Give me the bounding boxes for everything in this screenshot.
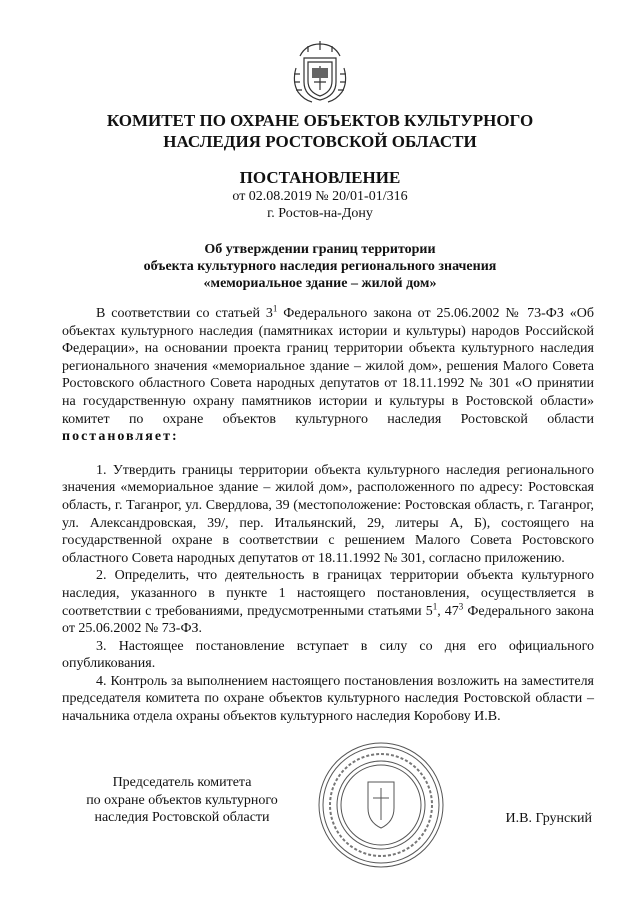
document-body [62, 305, 594, 726]
subject-line-1: Об утверждении границ территории [204, 242, 436, 257]
preamble-superscript: 1 [272, 303, 278, 314]
item-2-superscript-1: 1 [432, 600, 438, 611]
coat-of-arms-icon [286, 38, 354, 106]
decree-word: постановляет: [62, 429, 179, 445]
subject-line-2: объекта культурного наследия регионального значения [143, 259, 497, 274]
preamble-text-2: Федерального закона от 25.06.2002 № 73-ФЗ «Об объектах культурного наследия (памятниках истории и культуры) народов Российской Федерации», на основании проекта границ территории объекта культурного наследия регионального значения «мемориальное здание – жилой дом», решения Малого Совета Ростовского областного Совета народных депутатов от 18.11.1992 № 301 «О принятии на государственную охрану памятников истории и культуры в Ростовской области» комитет по охране объектов культурного наследия Ростовской области [62, 306, 594, 427]
org-line-2: НАСЛЕДИЯ РОСТОВСКОЙ ОБЛАСТИ [163, 132, 477, 151]
item-3: 3. Настоящее постановление вступает в силу со дня его официального опубликования. [62, 638, 594, 672]
item-2-superscript-2: 3 [458, 600, 464, 611]
document-city: г. Ростов-на-Дону [267, 206, 373, 221]
item-2 [62, 567, 594, 637]
signatory-line-3: наследия Ростовской области [94, 810, 270, 826]
signatory-line-1: Председатель комитета [112, 775, 252, 790]
item-1: 1. Утвердить границы территории объекта культурного наследия регионального значения «мемориальное здание – жилой дом», расположенного по адресу: Ростовская область, г. Таганрог, ул. Свердлова, 39 (местоположение: Ростовская область, г. Таганрог, ул. Александровская, 39/, пер. Итальянский, 29, литеры А, Б), состоящего на государственной охране в соответствии с решением Малого Совета Ростовского областного Совета народных депутатов от 18.11.1992 № 301, согласно приложению. [62, 462, 594, 566]
item-2-text-3: Федерального закона от 25.06.2002 № 73-ФЗ. [62, 603, 595, 637]
preamble-paragraph [62, 305, 594, 446]
item-2-text-2: , 47 [437, 603, 459, 619]
document-subject [80, 241, 560, 292]
document-type: ПОСТАНОВЛЕНИЕ [239, 168, 401, 187]
item-2-text-1: 2. Определить, что деятельность в границах территории объекта культурного наследия, указанного в пункте 1 настоящего постановления, осуществляется в соответствии с требованиями, предусмотренными статьями 5 [62, 568, 594, 619]
signatory-title [62, 774, 302, 827]
preamble-text-1: В соответствии со статьей 3 [96, 306, 273, 321]
signatory-line-2: по охране объектов культурного [86, 792, 278, 808]
official-seal-icon [316, 740, 446, 870]
signer-name: И.В. Грунский [505, 811, 592, 826]
org-line-1: КОМИТЕТ ПО ОХРАНЕ ОБЪЕКТОВ КУЛЬТУРНОГО [106, 111, 534, 130]
item-4: 4. Контроль за выполнением настоящего постановления возложить на заместителя председателя комитета по охране объектов культурного наследия Ростовской области – начальника отдела охраны объектов культурного наследия Коробову И.В. [62, 673, 594, 725]
document-date-number: от 02.08.2019 № 20/01-01/316 [232, 189, 408, 204]
subject-line-3: «мемориальное здание – жилой дом» [203, 276, 437, 291]
organization-name [60, 110, 580, 152]
